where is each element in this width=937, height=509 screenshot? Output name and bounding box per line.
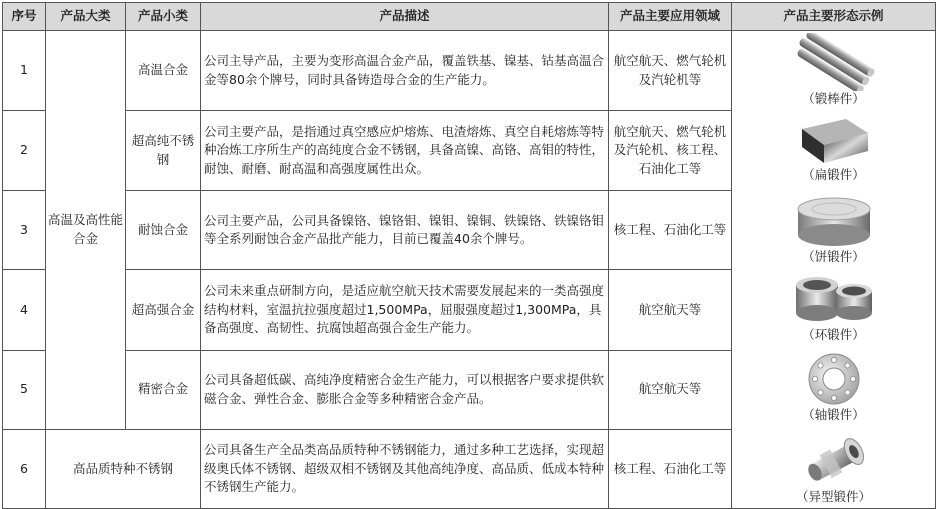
application-cell: 航空航天、燃气轮机及汽轮机等 [609,31,732,111]
row-number: 5 [3,350,46,429]
form-label: （饼锻件） [802,249,865,264]
application-cell: 航空航天、燃气轮机及汽轮机、核工程、石油化工等 [609,111,732,191]
forms-cell [732,31,936,509]
row-number: 4 [3,270,46,350]
form-shaped-forging [732,431,935,505]
row-number: 6 [3,429,46,508]
product-table [2,2,936,509]
header-num: 序号 [3,3,46,31]
form-flat-forging [732,115,935,183]
application-cell: 航空航天等 [609,350,732,429]
row-number: 3 [3,191,46,270]
application-cell: 航空航天等 [609,270,732,350]
flat-forging-icon [794,115,874,167]
subcategory-cell: 超高强合金 [126,270,201,350]
header-description: 产品描述 [201,3,609,31]
form-forged-bar [732,33,935,107]
form-flange-forging [732,351,935,423]
ring-forging-icon [790,271,878,327]
description-cell: 公司具备超低碳、高纯净度精密合金生产能力，可以根据客户要求提供软磁合金、弹性合金、膨胀合金等多种精密合金产品。 [201,350,609,429]
subcategory-cell: 超高纯不锈钢 [126,111,201,191]
form-label: （异型锻件） [795,489,871,504]
subcategory-cell: 精密合金 [126,350,201,429]
row-number: 1 [3,31,46,111]
form-label: （扁锻件） [802,167,865,182]
form-ring-forging [732,271,935,343]
subcategory-cell: 高温合金 [126,31,201,111]
description-cell: 公司具备生产全品类高品质特种不锈钢能力，通过多种工艺选择，实现超级奥氏体不锈钢、超级双相不锈钢及其他高纯净度、高品质、低成本特种不锈钢生产能力。 [201,429,609,508]
header-application: 产品主要应用领域 [609,3,732,31]
shaped-forging-icon [802,431,866,489]
flange-forging-icon [804,351,864,407]
subcategory-cell: 耐蚀合金 [126,191,201,270]
header-category: 产品大类 [46,3,126,31]
description-cell: 公司主要产品，是指通过真空感应炉熔炼、电渣熔炼、真空自耗熔炼等特种冶炼工序所生产的高纯度合金不锈钢，具备高镍、高铬、高钼的特性，耐蚀、耐磨、耐高温和高强度属性出众。 [201,111,609,191]
application-cell: 核工程、石油化工等 [609,429,732,508]
form-label: （锻棒件） [802,91,865,106]
description-cell: 公司未来重点研制方向，是适应航空航天技术需要发展起来的一类高强度结构材料，室温抗拉强度超过1,500MPa，屈服强度超过1,300MPa，具备高强度、高韧性、抗腐蚀超高强合金生产能力。 [201,270,609,350]
header-row [3,3,936,31]
row-number: 2 [3,111,46,191]
form-label: （轴锻件） [802,407,865,422]
forged-bar-icon [792,33,876,91]
category-stainless: 高品质特种不锈钢 [46,429,201,508]
category-high-temp: 高温及高性能合金 [46,31,126,430]
header-subcategory: 产品小类 [126,3,201,31]
disc-forging-icon [794,193,874,249]
table-row [3,31,936,111]
header-forms: 产品主要形态示例 [732,3,936,31]
forms-gallery [732,31,935,508]
application-cell: 核工程、石油化工等 [609,191,732,270]
form-disc-forging [732,193,935,265]
description-cell: 公司主要产品，公司具备镍铬、镍铬钼、镍钼、镍铜、铁镍铬、铁镍铬钼等全系列耐蚀合金产品批产能力，目前已覆盖40余个牌号。 [201,191,609,270]
form-label: （环锻件） [802,327,865,342]
description-cell: 公司主导产品，主要为变形高温合金产品，覆盖铁基、镍基、钴基高温合金等80余个牌号，同时具备铸造母合金的生产能力。 [201,31,609,111]
